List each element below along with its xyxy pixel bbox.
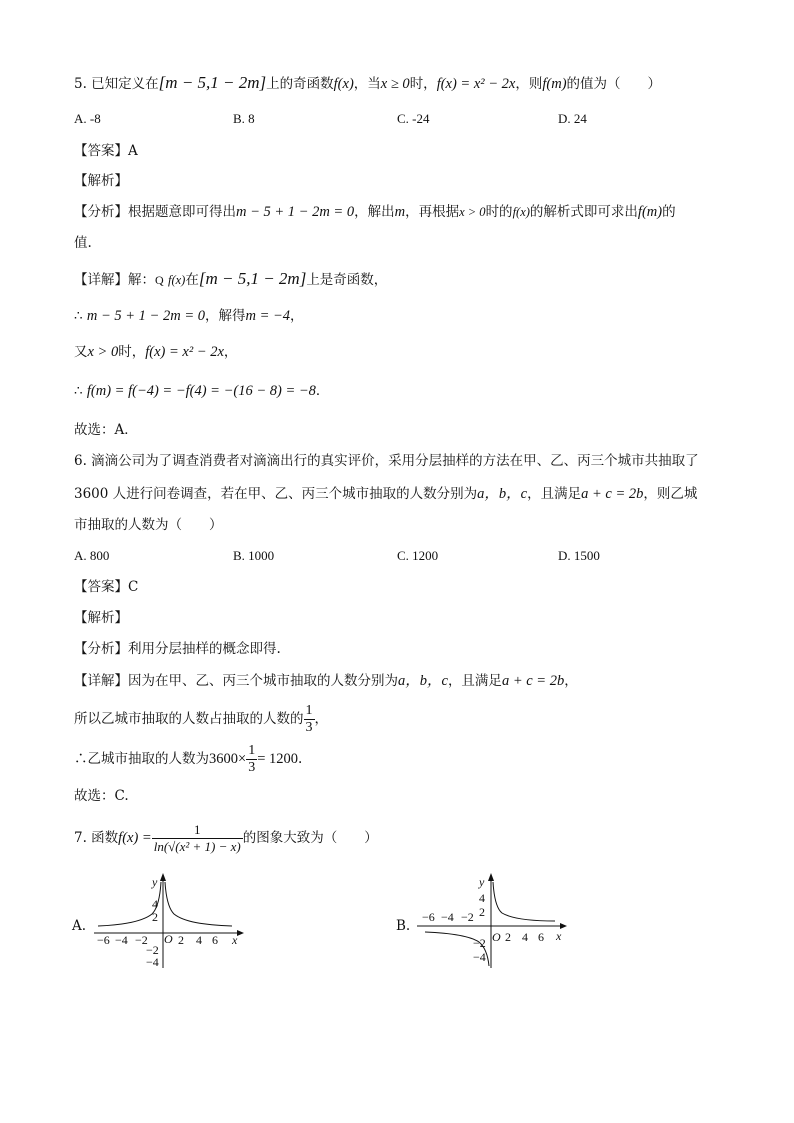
q6-step1: 所以乙城市抽取的人数占抽取的人数的 $\frac{1}{3}$ ， (74, 703, 328, 735)
q5-fenxi-tail: 值. (74, 235, 92, 251)
q5-answer: 【答案】A (74, 143, 138, 159)
q5-choose: 故选：A． (74, 422, 138, 438)
tick-x: −6 (97, 933, 110, 947)
q5-option-c: C. -24 (397, 111, 430, 126)
tick-x: 4 (196, 933, 202, 947)
y-axis-arrow (160, 873, 166, 881)
q7-graph-a-label: A. (72, 918, 87, 934)
q6-analysis-title: 【解析】 (74, 610, 128, 626)
q6-choose: 故选：C. (74, 788, 129, 804)
tick-y: −4 (473, 950, 486, 964)
tick-x: −2 (461, 910, 474, 924)
q5-option-a: A. -8 (74, 111, 101, 126)
q6-option-a: A. 800 (74, 548, 110, 563)
q7-graph-b (415, 870, 575, 970)
fraction: $\frac{1}{3}$ (248, 743, 256, 775)
tick-x: −4 (115, 933, 128, 947)
tick-y: −2 (473, 936, 486, 950)
q5-interval: [m − 5,1 − 2m] (158, 73, 267, 92)
y-axis-label: y (152, 875, 158, 889)
tick-y: 2 (152, 910, 158, 924)
q6-answer: 【答案】C (74, 579, 139, 595)
tick-x: 2 (178, 933, 184, 947)
q5-step1: ∴ m − 5 + 1 − 2m = 0，解得m = −4， (74, 308, 304, 324)
q6-stem-line1: 6. 滴滴公司为了调查消费者对滴滴出行的真实评价，采用分层抽样的方法在甲、乙、丙三个城市共抽取了 (74, 453, 699, 469)
y-axis-label: y (479, 875, 485, 889)
q5-formula: f(x) = x² − 2x (436, 76, 516, 92)
q7-fraction: $\frac{1}{\text{ln(√(x² + 1) − x)}}$ (153, 822, 241, 854)
q5-option-b: B. 8 (233, 111, 255, 126)
q6-detail: 【详解】因为在甲、乙、丙三个城市抽取的人数分别为a，b，c，且满足a + c = 2b， (74, 673, 578, 689)
q6-option-c: C. 1200 (397, 548, 439, 563)
q6-fenxi: 【分析】利用分层抽样的概念即得. (74, 641, 281, 657)
tick-y: −2 (146, 943, 159, 957)
tick-x: −4 (441, 910, 454, 924)
q5-step3: ∴ f(m) = f(−4) = −f(4) = −(16 − 8) = −8． (74, 383, 330, 399)
tick-y: 2 (479, 905, 485, 919)
q5-stem: 5. 已知定义在[m − 5,1 − 2m]上的奇函数f(x)，当x ≥ 0时，f(x) = x² − 2x，则f(m)的值为（ ） (74, 73, 662, 92)
q6-option-b: B. 1000 (233, 548, 275, 563)
q5-option-d: D. 24 (558, 111, 587, 126)
q7-graph-b-label: B. (396, 918, 411, 934)
fraction: $\frac{1}{3}$ (305, 703, 313, 735)
q6-stem-line2: 3600 人进行问卷调查，若在甲、乙、丙三个城市抽取的人数分别为a，b，c，且满足a + c = 2b，则乙城 (74, 486, 698, 502)
x-axis-label: x (556, 929, 562, 943)
q5-fenxi: 【分析】根据题意即可得出m − 5 + 1 − 2m = 0，解出m，再根据x > 0时的f(x)的解析式即可求出f(m)的 (74, 204, 676, 220)
y-axis-arrow (488, 873, 494, 881)
curve-right (165, 882, 232, 926)
tick-y: 4 (479, 891, 485, 905)
curve-right (493, 882, 555, 921)
q5-step2: 又x > 0时，f(x) = x² − 2x， (74, 344, 238, 360)
q6-step2: ∴乙城市抽取的人数为3600× $\frac{1}{3}$ = 1200. (74, 743, 303, 775)
origin-label: O (492, 930, 501, 944)
tick-x: 6 (212, 933, 218, 947)
x-axis-arrow (237, 930, 244, 936)
q7-graph-a (92, 870, 252, 970)
q6-option-d: D. 1500 (558, 548, 600, 563)
q5-analysis-title: 【解析】 (74, 173, 128, 189)
tick-x: −2 (135, 933, 148, 947)
x-axis-label: x (232, 933, 238, 947)
q5-detail: 【详解】解：Q f(x)在[m − 5,1 − 2m]上是奇函数， (74, 269, 388, 288)
tick-x: 4 (522, 930, 528, 944)
q7-stem: 7. 函数f(x) = $\frac{1}{\text{ln(√(x² + 1) − x)}}$ 的图象大致为（ ） (74, 822, 378, 854)
origin-label: O (164, 932, 173, 946)
tick-x: −6 (422, 910, 435, 924)
tick-y: −4 (146, 955, 159, 969)
tick-y: 4 (152, 897, 158, 911)
q6-stem-line3: 市抽取的人数为（ ） (74, 517, 223, 533)
tick-x: 6 (538, 930, 544, 944)
tick-x: 2 (505, 930, 511, 944)
